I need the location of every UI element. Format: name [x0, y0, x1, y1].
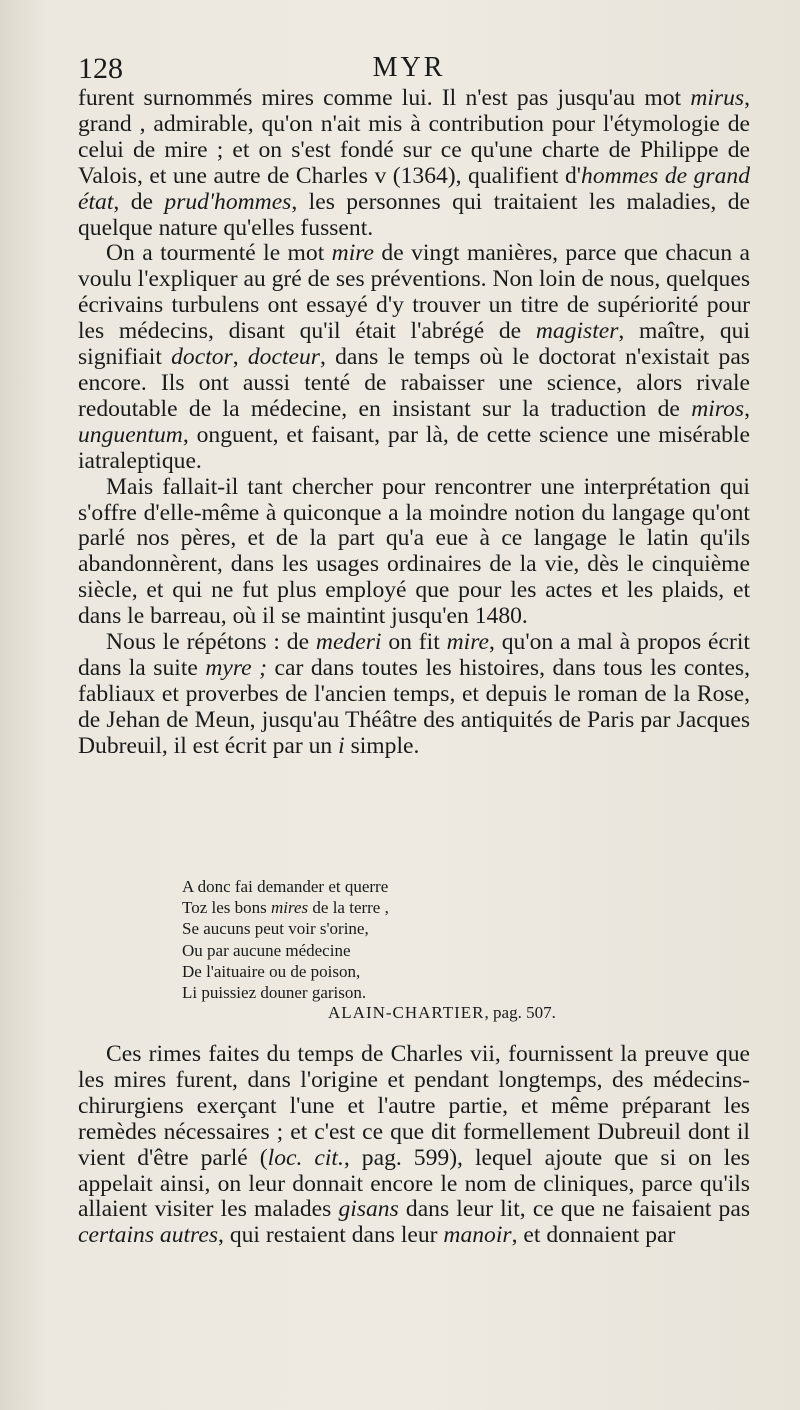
- italic-term: prud'hommes: [164, 188, 292, 215]
- text-run: simple.: [344, 732, 420, 759]
- text-run: , pag. 599), lequel ajoute que si on les appelait ainsi, on leur donnait encore le nom de cliniques, parce qu'ils allaient visiter les malades: [78, 1144, 750, 1223]
- verse-attribution: [328, 1003, 556, 1023]
- italic-term: mire: [446, 629, 489, 656]
- text-run: ,: [232, 344, 248, 371]
- text-run: Toz les bons: [182, 898, 271, 918]
- text-run: , maître, qui signifiait: [78, 318, 750, 371]
- paragraph: [78, 241, 750, 474]
- text-run: furent surnommés mires comme lui. Il n'est pas jusqu'au mot: [78, 85, 691, 111]
- italic-term: mires: [271, 898, 309, 918]
- italic-term: manoir: [443, 1222, 512, 1249]
- text-run: , de: [113, 188, 165, 215]
- page-number: 128: [78, 52, 123, 85]
- text-run: , grand , admirable, qu'on n'ait mis à contribution pour l'étymologie de celui de mire ; et on s'est fondé sur ce qu'une charte de Philippe de Valois, et une autre de Charles v (1364), qualifient d': [78, 85, 750, 189]
- main-text-continued: [78, 1042, 750, 1249]
- italic-term: unguentum: [78, 421, 183, 448]
- italic-term: doctor: [171, 344, 233, 371]
- italic-term: certains autres: [78, 1222, 219, 1249]
- running-head: MYR: [372, 52, 446, 83]
- text-run: , les personnes qui traitaient les maladies, de quelque nature qu'elles fussent.: [78, 188, 750, 241]
- verse-quotation: [182, 876, 602, 1003]
- italic-term: gisans: [338, 1196, 399, 1223]
- text-run: On a tourmenté le mot: [106, 240, 332, 267]
- paragraph: Mais fallait-il tant chercher pour rencontrer une interprétation qui s'offre d'elle-même à quiconque a la moindre notion du langage qu'ont parlé nos pères, et de la part qu'a eue à ce langage le latin qu'ils abandonnèrent, dans les usages ordinaires de la vie, dès le cinquième siècle, et qui ne fut plus employé que pour les actes et les plaids, et dans le barreau, où il se maintint jusqu'en 1480.: [78, 473, 750, 630]
- italic-term: mire: [331, 240, 375, 267]
- verse-line: Se aucuns peut voir s'orine,: [182, 919, 369, 939]
- text-run: , dans le temps où le doctorat n'existait pas encore. Ils ont aussi tenté de rabaisser une science, alors rivale redoutable de la médecine, en insistant sur la traduction de: [78, 344, 750, 422]
- italic-term: hommes de grand état: [78, 162, 750, 215]
- italic-term: i: [338, 732, 345, 759]
- paragraph: [78, 630, 750, 760]
- text-run: de vingt manières, parce que chacun a voulu l'expliquer au gré de ses préventions. Non loin de nous, quelques écrivains turbulens ont essayé d'y trouver un titre de supériorité pour les médecins, disant qu'il était l'abrégé de: [78, 240, 751, 345]
- paragraph: [78, 1042, 750, 1249]
- verse-line: Ou par aucune médecine: [182, 940, 351, 960]
- text-run: car dans toutes les histoires, dans tous les contes, fabliaux et proverbes de l'ancien temps, et depuis le roman de la Rose, de Jehan de Meun, jusqu'au Théâtre des antiquités de Paris par Jacques Dubreuil, il est écrit par un: [78, 654, 751, 759]
- text-run: on fit: [381, 629, 447, 656]
- text-run: Nous le répétons : de: [106, 629, 316, 656]
- italic-term: mederi: [315, 629, 382, 656]
- verse-line: [182, 897, 602, 918]
- text-run: , onguent, et faisant, par là, de cette science une misérable iatraleptique.: [78, 421, 750, 474]
- page-reference: , pag. 507.: [484, 1003, 556, 1022]
- verse-line: Li puissiez douner garison.: [182, 983, 367, 1003]
- italic-term: myre ;: [205, 654, 268, 681]
- verse-line: De l'aituaire ou de poison,: [182, 961, 361, 981]
- italic-term: mirus: [690, 85, 745, 111]
- italic-term: magister: [535, 318, 619, 345]
- text-run: , qui restaient dans leur: [218, 1222, 444, 1249]
- text-run: dans leur lit, ce que ne faisaient pas: [398, 1196, 751, 1223]
- verse-line: A donc fai demander et querre: [182, 877, 389, 896]
- text-run: , et donnaient par: [511, 1222, 676, 1249]
- author-name: ALAIN-CHARTIER: [328, 1003, 485, 1022]
- text-run: , qu'on a mal à propos écrit dans la suite: [78, 629, 750, 681]
- italic-term: miros: [691, 395, 745, 422]
- main-text: [78, 86, 750, 760]
- text-run: ,: [744, 395, 750, 422]
- text-run: de la terre ,: [308, 898, 389, 918]
- italic-term: docteur: [247, 344, 320, 371]
- text-run: Ces rimes faites du temps de Charles vii, fournissent la preuve que les mires furent, dans l'origine et pendant longtemps, des médecins-chirurgiens exerçant l'une et l'autre partie, et même préparant les remèdes nécessaires ; et c'est ce que dit formellement Dubreuil dont il vient d'être parlé (: [78, 1041, 750, 1171]
- italic-term: loc. cit.: [267, 1144, 344, 1171]
- paragraph: [78, 86, 750, 241]
